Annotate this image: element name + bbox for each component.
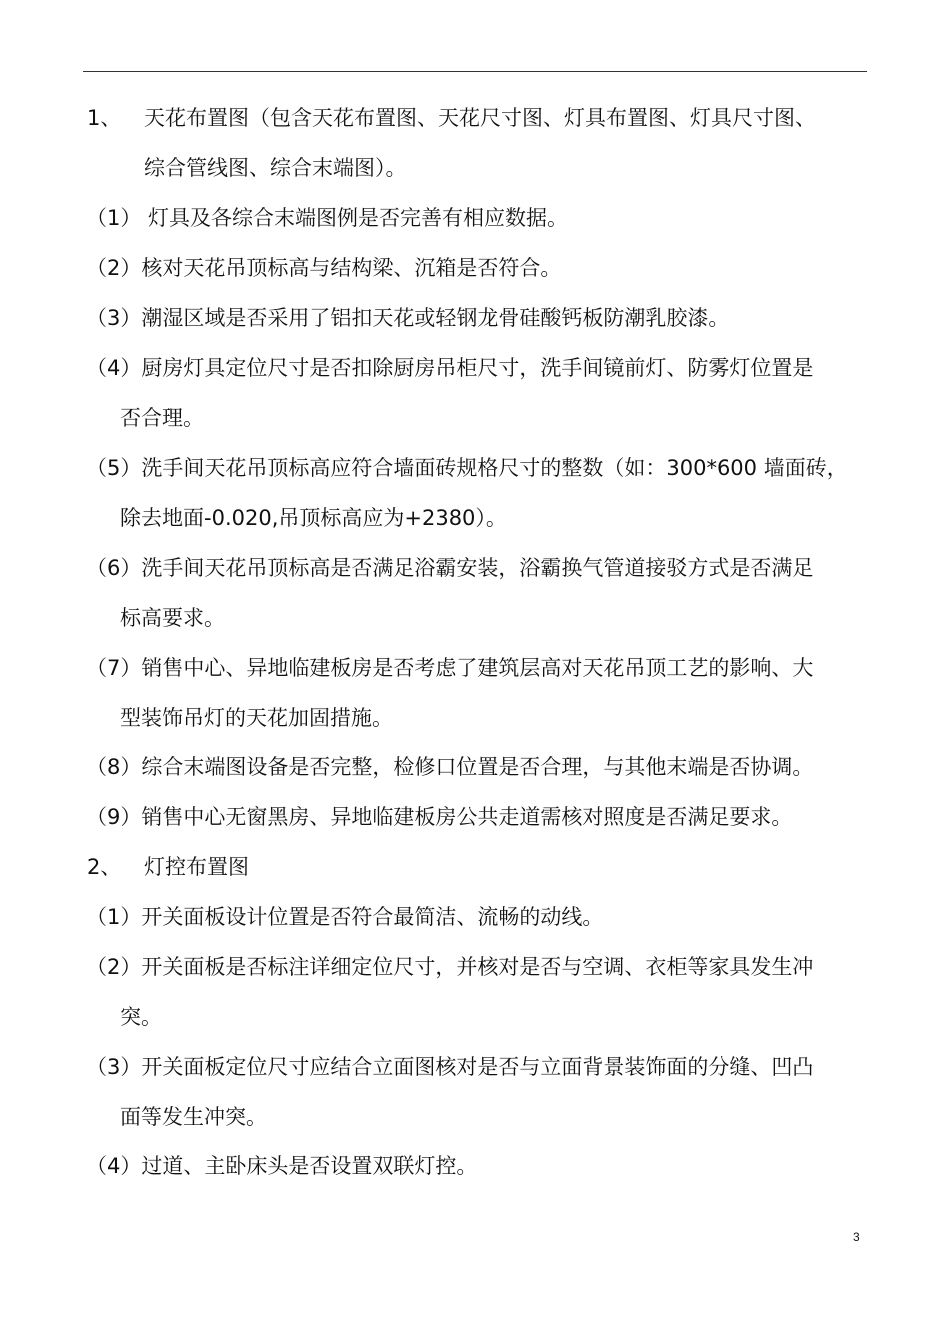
list-item-continued: 面等发生冲突。 bbox=[120, 1105, 267, 1129]
list-item-continued: 除去地面-0.020,吊顶标高应为+2380）。 bbox=[120, 506, 507, 530]
list-item: （3）开关面板定位尺寸应结合立面图核对是否与立面背景装饰面的分缝、凹凸 bbox=[86, 1055, 814, 1079]
list-item: （8）综合末端图设备是否完整，检修口位置是否合理，与其他末端是否协调。 bbox=[86, 755, 814, 779]
page-number: 3 bbox=[853, 1230, 860, 1244]
list-item: （1） 灯具及各综合末端图例是否完善有相应数据。 bbox=[86, 206, 569, 230]
list-item-continued: 型装饰吊灯的天花加固措施。 bbox=[120, 706, 393, 730]
list-item: （1）开关面板设计位置是否符合最简洁、流畅的动线。 bbox=[86, 905, 604, 929]
section-title-continued: 综合管线图、综合末端图）。 bbox=[144, 156, 407, 180]
list-item: （2）开关面板是否标注详细定位尺寸，并核对是否与空调、衣柜等家具发生冲 bbox=[86, 955, 814, 979]
list-item: （9）销售中心无窗黑房、异地临建板房公共走道需核对照度是否满足要求。 bbox=[86, 805, 793, 829]
list-item-continued: 突。 bbox=[120, 1005, 162, 1029]
list-item: （2）核对天花吊顶标高与结构梁、沉箱是否符合。 bbox=[86, 256, 562, 280]
list-item: （4）厨房灯具定位尺寸是否扣除厨房吊柜尺寸，洗手间镜前灯、防雾灯位置是 bbox=[86, 356, 814, 380]
section-number: 1、 bbox=[87, 106, 122, 130]
list-item: （7）销售中心、异地临建板房是否考虑了建筑层高对天花吊顶工艺的影响、大 bbox=[86, 656, 814, 680]
header-rule bbox=[83, 71, 867, 72]
list-item: （6）洗手间天花吊顶标高是否满足浴霸安装，浴霸换气管道接驳方式是否满足 bbox=[86, 556, 814, 580]
section-number: 2、 bbox=[87, 855, 122, 879]
section-title: 天花布置图（包含天花布置图、天花尺寸图、灯具布置图、灯具尺寸图、 bbox=[144, 106, 816, 130]
list-item: （3）潮湿区域是否采用了铝扣天花或轻钢龙骨硅酸钙板防潮乳胶漆。 bbox=[86, 306, 730, 330]
section-title: 灯控布置图 bbox=[144, 855, 249, 879]
list-item: （5）洗手间天花吊顶标高应符合墙面砖规格尺寸的整数（如：300*600 墙面砖， bbox=[86, 456, 848, 480]
list-item-continued: 标高要求。 bbox=[120, 606, 225, 630]
list-item-continued: 否合理。 bbox=[120, 406, 204, 430]
list-item: （4）过道、主卧床头是否设置双联灯控。 bbox=[86, 1154, 478, 1178]
